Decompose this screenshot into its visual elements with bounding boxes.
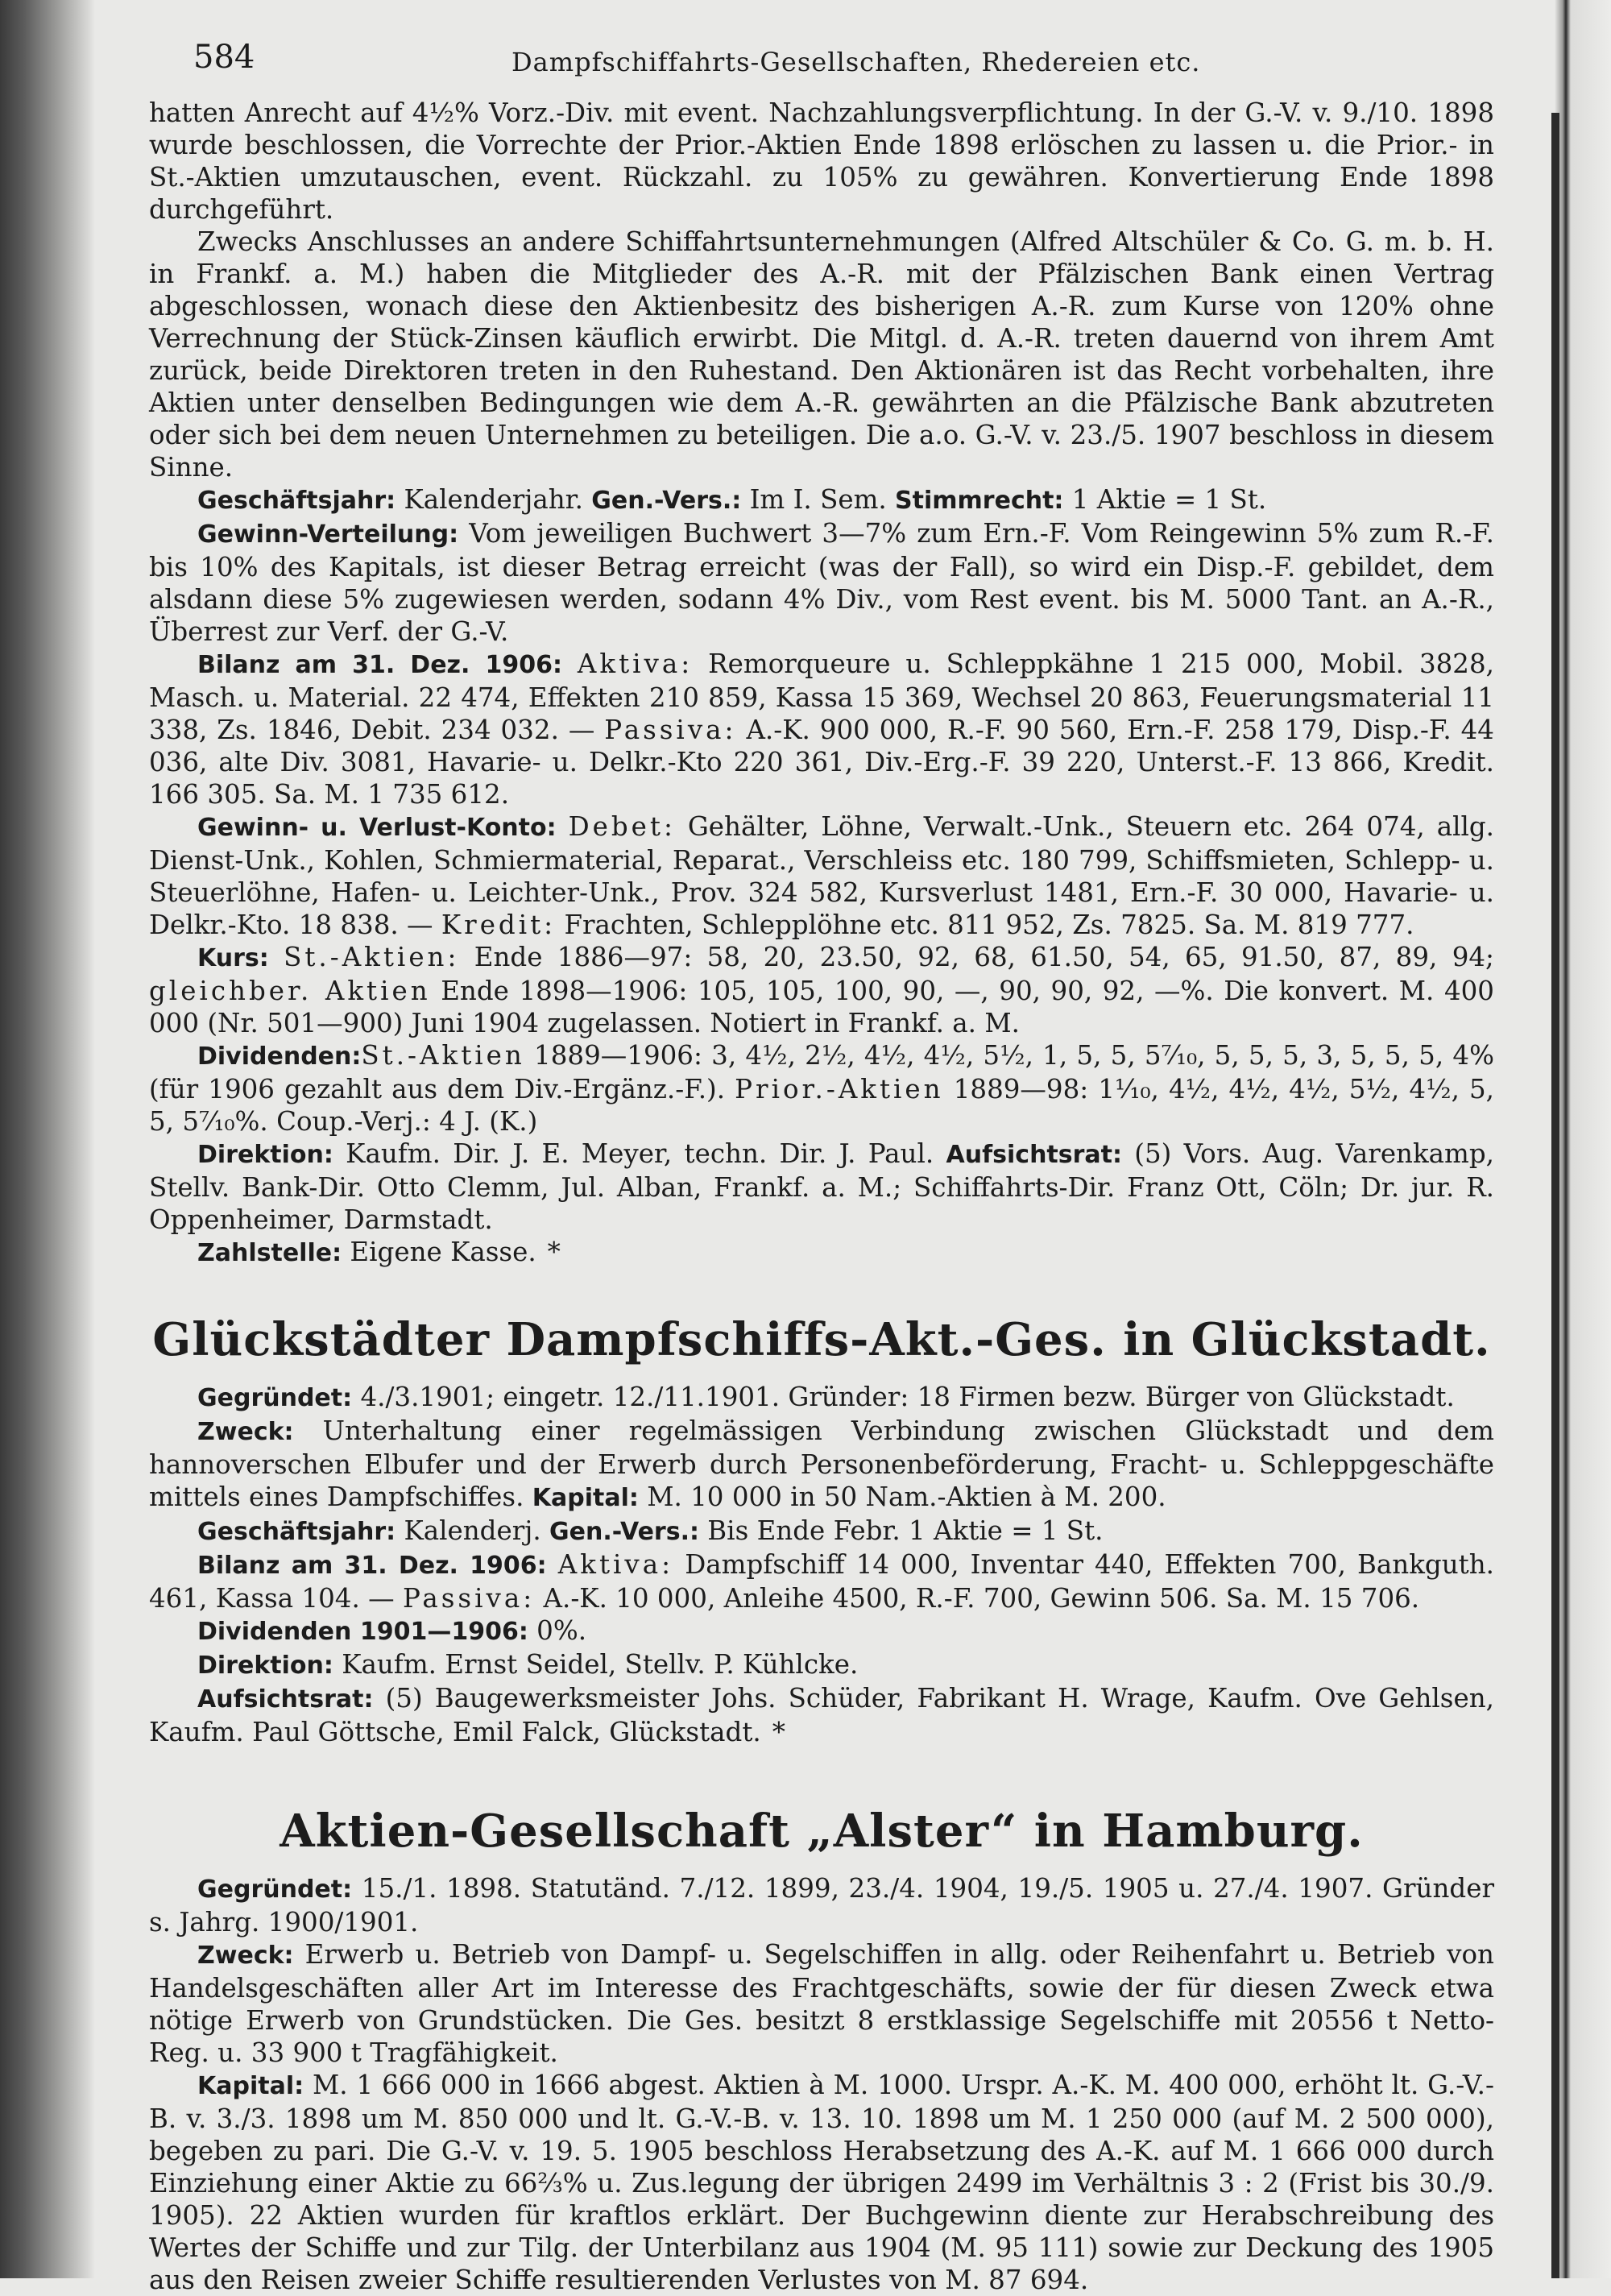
paragraph-gegruendet xyxy=(149,1381,1494,1415)
label-aufsichtsrat: Aufsichtsrat: xyxy=(946,1141,1122,1169)
label-gen-vers: Gen.-Vers.: xyxy=(591,487,742,515)
value-stimmrecht: 1 Aktie = 1 St. xyxy=(1063,484,1267,515)
paragraph-kapital xyxy=(149,2069,1494,2296)
page-header xyxy=(149,32,1494,97)
label-gewinn-verlust: Gewinn- u. Verlust-Konto: xyxy=(197,814,557,842)
paragraph-geschaeftsjahr xyxy=(149,1515,1494,1548)
paragraph-prior-aktien: hatten Anrecht auf 4½% Vorz.-Div. mit event. Nachzahlungsverpflichtung. In der G.-V. v. 9./10. 1898 wurde beschlossen, die Vorrechte der Prior.-Aktien Ende 1898 erlöschen zu lassen u. die Prior.- in St.-Aktien umzutauschen, event. Rückzahl. zu 105% zu gewähren. Konvertierung Ende 1898 durchgeführt. xyxy=(149,97,1494,225)
page-right-edge xyxy=(1555,0,1611,2278)
word-passiva: Passiva: xyxy=(402,1583,536,1614)
value-zweck: Erwerb u. Betrieb von Dampf- u. Segelschiffen in allg. oder Reihenfahrt u. Betrieb von Handelsgeschäften aller Art im Interesse des Frachtgeschäfts, sowie der für diesen Zweck etwa nötige Erwerb von Grundstücken. Die Ges. besitzt 8 erstklassige Segelschiffe mit 20556 t Netto-Reg. u. 33 900 t Tragfähigkeit. xyxy=(149,1939,1494,2068)
value-gewinn-verteilung: Vom jeweiligen Buchwert 3—7% zum Ern.-F. Vom Reingewinn 5% zum R.-F. bis 10% des Kapitals, ist dieser Betrag erreicht (was der Fall), so wird ein Disp.-F. gebildet, dem alsdann diese 5% zugewiesen werden, sodann 4% Div., vom Rest event. bis M. 5000 Tant. an A.-R., Überrest zur Verf. der G.-V. xyxy=(149,518,1494,647)
paragraph-anschluss: Zwecks Anschlusses an andere Schiffahrtsunternehmungen (Alfred Altschüler & Co. G. m. b. H. in Frankf. a. M.) haben die Mitglieder des A.-R. mit der Pfälzischen Bank einen Vertrag abgeschlossen, wonach diese den Aktienbesitz des bisherigen A.-R. zum Kurse von 120% ohne Verrechnung der Stück-Zinsen käuflich erwirbt. Die Mitgl. d. A.-R. treten dauernd von ihrem Amt zurück, beide Direktoren treten in den Ruhestand. Den Aktionären ist das Recht vorbehalten, ihre Aktien unter denselben Bedingungen wie dem A.-R. gewährten an die Pfälzische Bank abzutreten oder sich bei dem neuen Unternehmen zu beteiligen. Die a.o. G.-V. v. 23./5. 1907 beschloss in diesem Sinne. xyxy=(149,226,1494,483)
word-passiva: Passiva: xyxy=(604,715,737,745)
label-dividenden: Dividenden: xyxy=(197,1042,362,1071)
label-geschaeftsjahr: Geschäftsjahr: xyxy=(197,1518,396,1546)
entry-alster xyxy=(149,1805,1494,2296)
label-dividenden: Dividenden 1901—1906: xyxy=(197,1618,528,1646)
value-direktion: Kaufm. Ernst Seidel, Stellv. P. Kühlcke. xyxy=(333,1649,859,1680)
value-bilanz-passiva: A.-K. 10 000, Anleihe 4500, R.-F. 700, Gewinn 506. Sa. M. 15 706. xyxy=(535,1583,1420,1614)
paragraph-geschaeftsjahr xyxy=(149,483,1494,517)
label-direktion: Direktion: xyxy=(197,1652,333,1680)
value-geschaeftsjahr: Kalenderjahr. xyxy=(396,484,592,515)
word-debet: Debet: xyxy=(568,811,676,842)
value-dividenden-1: 1889—1906: 3, 4½, 2½, 4½, 4½, 5½, 1, 5, 5, 5⁷⁄₁₀, 5, 5, 5, 3, 5, 5, 5, 4% (für 1906 gezahlt aus dem Div.-Ergänz.-F.). xyxy=(149,1040,1494,1104)
value-guv-debet: Gehälter, Löhne, Verwalt.-Unk., Steuern etc. 264 074, allg. Dienst-Unk., Kohlen, Schmiermaterial, Reparat., Verschleiss etc. 180 799, Schiffsmieten, Schlepp- u. Steuerlöhne, Hafen- u. Leichter-Unk., Prov. 324 582, Kursverlust 1481, Ern.-F. 30 000, Havarie- u. Delkr.-Kto. 18 838. — xyxy=(149,811,1494,940)
value-bilanz-aktiva: Dampfschiff 14 000, Inventar 440, Effekten 700, Bankguth. 461, Kassa 104. — xyxy=(149,1549,1494,1614)
paragraph-dividenden xyxy=(149,1614,1494,1648)
value-kurs-1: Ende 1886—97: 58, 20, 23.50, 92, 68, 61.50, 54, 65, 91.50, 87, 89, 94; xyxy=(459,942,1494,972)
value-zahlstelle: Eigene Kasse. xyxy=(342,1237,536,1267)
label-gewinn-verteilung: Gewinn-Verteilung: xyxy=(197,520,459,549)
company-title-glueckstaedter: Glückstädter Dampfschiffs-Akt.-Ges. in Glückstadt. xyxy=(152,1313,1491,1366)
label-gegruendet: Gegründet: xyxy=(197,1875,353,1904)
label-kurs: Kurs: xyxy=(197,944,269,972)
word-div-prior-aktien: Prior.-Aktien xyxy=(735,1074,944,1104)
label-zweck: Zweck: xyxy=(197,1942,294,1970)
paragraph-gegruendet xyxy=(149,1872,1494,1938)
value-kurs-2: Ende 1898—1906: 105, 105, 100, 90, —, 90, 90, 92, —%. Die konvert. M. 400 000 (Nr. 501—900) Juni 1904 zugelassen. Notiert in Frankf. a. M. xyxy=(149,976,1494,1038)
label-kapital: Kapital: xyxy=(197,2072,304,2100)
word-aktiva: Aktiva: xyxy=(557,1549,674,1580)
page xyxy=(149,32,1495,2295)
continued-entry xyxy=(149,97,1494,1270)
paragraph-bilanz xyxy=(149,648,1494,810)
value-gegruendet: 15./1. 1898. Statutänd. 7./12. 1899, 23./4. 1904, 19./5. 1905 u. 27./4. 1907. Gründer s. Jahrg. 1900/1901. xyxy=(149,1873,1494,1938)
value-aufsichtsrat: (5) Baugewerksmeister Johs. Schüder, Fabrikant H. Wrage, Kaufm. Ove Gehlsen, Kaufm. Paul Göttsche, Emil Falck, Glückstadt. xyxy=(149,1683,1494,1747)
end-star: * xyxy=(547,1237,561,1267)
value-zweck: Unterhaltung einer regelmässigen Verbindung zwischen Glückstadt und dem hannoverschen Elbufer und der Erwerb durch Personenbeförderung, Fracht- u. Schleppgeschäfte mittels eines Dampfschiffes. xyxy=(149,1415,1494,1512)
word-kredit: Kredit: xyxy=(441,910,557,940)
entry-glueckstaedter xyxy=(149,1313,1494,1748)
value-gegruendet: 4./3.1901; eingetr. 12./11.1901. Gründer: 18 Firmen bezw. Bürger von Glückstadt. xyxy=(352,1382,1455,1412)
label-aufsichtsrat: Aufsichtsrat: xyxy=(197,1685,374,1714)
book-gutter-shadow xyxy=(0,0,95,2278)
value-direktion: Kaufm. Dir. J. E. Meyer, techn. Dir. J. Paul. xyxy=(333,1138,946,1169)
paragraph-zahlstelle xyxy=(149,1236,1494,1270)
value-guv-kredit: Frachten, Schlepplöhne etc. 811 952, Zs. 7825. Sa. M. 819 777. xyxy=(556,910,1414,940)
paragraph-aufsichtsrat xyxy=(149,1682,1494,1748)
paragraph-zweck xyxy=(149,1938,1494,2069)
value-gen-vers: Bis Ende Febr. 1 Aktie = 1 St. xyxy=(698,1515,1104,1546)
paragraph-direktion xyxy=(149,1648,1494,1682)
label-direktion: Direktion: xyxy=(197,1141,333,1169)
value-bilanz-aktiva: Remorqueure u. Schleppkähne 1 215 000, Mobil. 3828, Masch. u. Material. 22 474, Effekten 210 859, Kassa 15 369, Wechsel 20 863, Feuerungsmaterial 11 338, Zs. 1846, Debit. 234 032. — xyxy=(149,649,1494,745)
value-geschaeftsjahr: Kalenderj. xyxy=(396,1515,549,1546)
page-number: 584 xyxy=(193,39,255,76)
label-gegruendet: Gegründet: xyxy=(197,1384,353,1412)
word-gleichber-aktien: gleichber. Aktien xyxy=(149,976,431,1006)
label-kapital: Kapital: xyxy=(532,1484,639,1512)
paragraph-gewinn-verteilung xyxy=(149,517,1494,648)
label-zweck: Zweck: xyxy=(197,1418,294,1446)
paragraph-bilanz xyxy=(149,1548,1494,1614)
value-dividenden: 0%. xyxy=(528,1615,587,1646)
value-kapital: M. 1 666 000 in 1666 abgest. Aktien à M. 1000. Urspr. A.-K. M. 400 000, erhöht lt. G.-V.-B. v. 3./3. 1898 um M. 850 000 und lt. G.-V.-B. v. 13. 10. 1898 um M. 1 250 000 (auf M. 2 500 000), begeben zu pari. Die G.-V. v. 19. 5. 1905 beschloss Herabsetzung des A.-K. auf M. 1 666 000 durch Einziehung einer Aktie zu 66⅔% u. Zus.legung der übrigen 2499 im Verhältnis 3 : 2 (Frist bis 30./9. 1905). 22 Aktien wurden für kraftlos erklärt. Der Buchgewinn diente zur Herabschreibung des Wertes der Schiffe und zur Tilg. der Unterbilanz aus 1904 (M. 95 111) sowie zur Deckung des 1905 aus den Reisen zweier Schiffe resultierenden Verlustes von M. 87 694. xyxy=(149,2070,1494,2295)
label-bilanz: Bilanz am 31. Dez. 1906: xyxy=(197,651,562,679)
label-geschaeftsjahr: Geschäftsjahr: xyxy=(197,487,396,515)
value-aufsichtsrat: (5) Vors. Aug. Varenkamp, Stellv. Bank-Dir. Otto Clemm, Jul. Alban, Frankf. a. M.; Schiffahrts-Dir. Franz Ott, Cöln; Dr. jur. R. Oppenheimer, Darmstadt. xyxy=(149,1138,1495,1235)
right-margin-rule xyxy=(1551,113,1559,2278)
value-kapital: M. 10 000 in 50 Nam.-Aktien à M. 200. xyxy=(638,1482,1166,1512)
paragraph-kurs xyxy=(149,941,1494,1039)
paragraph-zweck xyxy=(149,1415,1494,1515)
label-bilanz: Bilanz am 31. Dez. 1906: xyxy=(197,1552,547,1580)
value-bilanz-passiva: A.-K. 900 000, R.-F. 90 560, Ern.-F. 258 179, Disp.-F. 44 036, alte Div. 3081, Havarie- u. Delkr.-Kto 220 361, Div.-Erg.-F. 39 220, Unterst.-F. 13 866, Kredit. 166 305. Sa. M. 1 735 612. xyxy=(149,715,1494,810)
paragraph-gewinn-verlust xyxy=(149,810,1494,941)
company-title-alster: Aktien-Gesellschaft „Alster“ in Hamburg. xyxy=(280,1805,1364,1858)
paragraph-direktion xyxy=(149,1138,1494,1236)
word-aktiva: Aktiva: xyxy=(577,649,694,679)
paragraph-dividenden xyxy=(149,1039,1494,1138)
label-stimmrecht: Stimmrecht: xyxy=(895,487,1064,515)
end-star: * xyxy=(772,1717,785,1747)
running-head: Dampfschiffahrts-Gesellschaften, Rhedereien etc. xyxy=(511,47,1201,77)
label-gen-vers: Gen.-Vers.: xyxy=(549,1518,699,1546)
value-gen-vers: Im I. Sem. xyxy=(741,484,896,515)
word-div-st-aktien: St.-Aktien xyxy=(361,1040,525,1071)
label-zahlstelle: Zahlstelle: xyxy=(197,1239,342,1267)
value-dividenden-2: 1889—98: 1¹⁄₁₀, 4½, 4½, 4½, 5½, 4½, 5, 5, 5⁷⁄₁₀%. Coup.-Verj.: 4 J. (K.) xyxy=(149,1074,1495,1137)
word-st-aktien: St.-Aktien: xyxy=(284,942,460,972)
